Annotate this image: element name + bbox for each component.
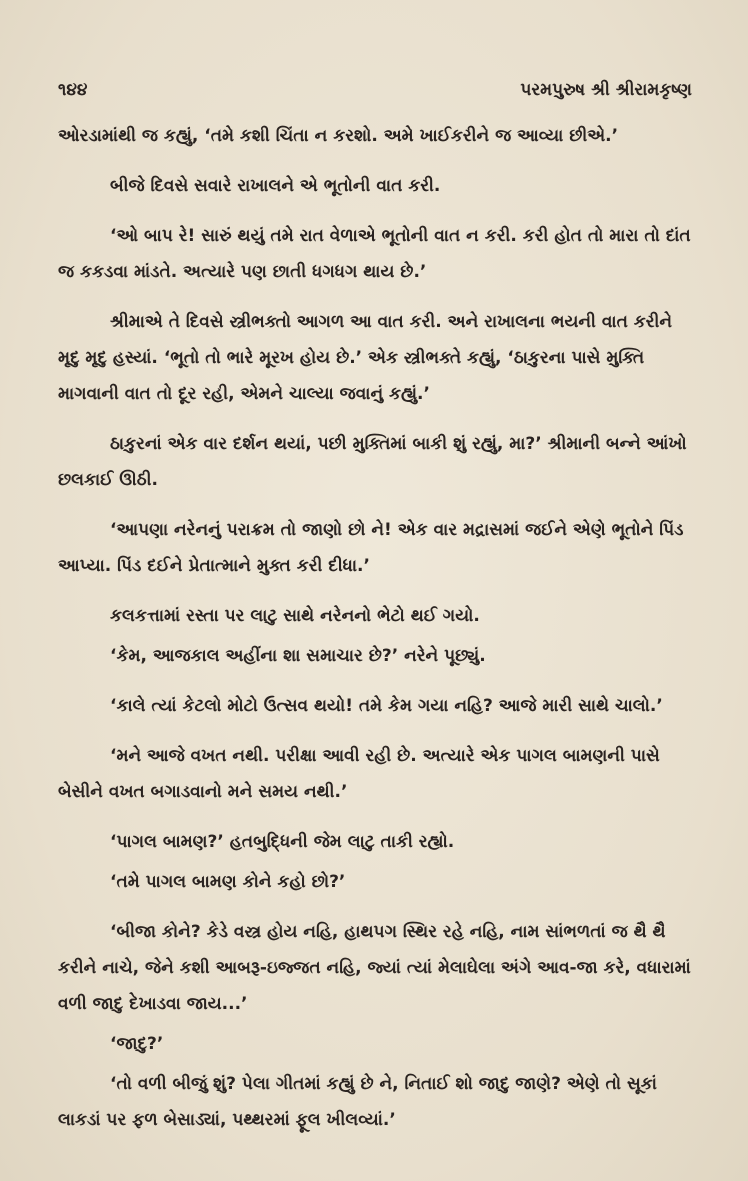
paragraph: ‘કાલે ત્યાં કેટલો મોટો ઉત્સવ થયો! તમે કેમ ગયા નહિ? આજે મારી સાથે ચાલો.’ [110,696,663,716]
paragraph: ‘પાગલ બામણ?’ હતબુદ્ધિની જેમ લાટુ તાકી રહ્યો. [110,832,455,852]
paragraph: ‘કેમ, આજકાલ અહીંના શા સમાચાર છે?’ નરેને પૂછ્યું. [110,646,486,666]
page-number: ૧૪૪ [58,80,88,100]
paragraph: ‘આપણા નરેનનું પરાક્રમ તો જાણો છો ને! એક વાર મદ્રાસમાં જઈને એણે ભૂતોને પિંડ આપ્યા. પિંડ દઈને પ્રેતાત્માને મુક્ત કરી દીધા.’ [58,520,684,576]
paragraph: ‘જાદુ?’ [110,1034,164,1054]
page-header [58,80,692,110]
paragraph: બીજે દિવસે સવારે રાખાલને એ ભૂતોની વાત કરી. [110,176,441,196]
paragraph: ઠાકુરનાં એક વાર દર્શન થયાં, પછી મુક્તિમાં બાકી શું રહ્યું, મા?’ શ્રીમાની બન્ને આંખો છલકાઈ ઊઠી. [58,434,687,490]
paragraph: ઓરડામાંથી જ કહ્યું, ‘તમે કશી ચિંતા ન કરશો. અમે ખાઈકરીને જ આવ્યા છીએ.’ [58,126,619,146]
paragraph: ‘બીજા કોને? કેડે વસ્ત્ર હોય નહિ, હાથપગ સ્થિર રહે નહિ, નામ સાંભળતાં જ થૈ થૈ કરીને નાચે, જેને કશી આબરૂ-ઇજ્જત નહિ, જ્યાં ત્યાં મેલાઘેલા અંગે આવ-જા કરે, વધારામાં વળી જાદુ દેખાડવા જાય...’ [58,922,691,1014]
body-text [58,118,692,1152]
paragraph: ‘તમે પાગલ બામણ કોને કહો છો?’ [110,872,346,892]
paragraph: કલકત્તામાં રસ્તા પર લાટુ સાથે નરેનનો ભેટો થઈ ગયો. [110,606,480,626]
paragraph: શ્રીમાએ તે દિવસે સ્ત્રીભક્તો આગળ આ વાત કરી. અને રાખાલના ભયની વાત કરીને મૃદુ મૃદુ હસ્યાં. ‘ભૂતો તો ભારે મૂરખ હોય છે.’ એક સ્ત્રીભક્તે કહ્યું, ‘ઠાકુરના પાસે મુક્તિ માગવાની વાત તો દૂર રહી, એમને ચાલ્યા જવાનું કહ્યું.’ [58,312,673,404]
running-title: પરમપુરુષ શ્રી શ્રીરામકૃષ્ણ [520,80,692,100]
paragraph: ‘મને આજે વખત નથી. પરીક્ષા આવી રહી છે. અત્યારે એક પાગલ બામણની પાસે બેસીને વખત બગાડવાનો મને સમય નથી.’ [58,746,660,802]
paragraph: ‘ઓ બાપ રે! સારું થયું તમે રાત વેળાએ ભૂતોની વાત ન કરી. કરી હોત તો મારા તો દાંત જ કકડવા માંડતે. અત્યારે પણ છાતી ધગધગ થાય છે.’ [58,226,691,282]
paragraph: ‘તો વળી બીજું શું? પેલા ગીતમાં કહ્યું છે ને, નિતાઈ શો જાદુ જાણે? એણે તો સૂકાં લાકડાં પર ફળ બેસાડ્યાં, પથ્થરમાં ફૂલ ખીલવ્યાં.’ [58,1074,657,1130]
